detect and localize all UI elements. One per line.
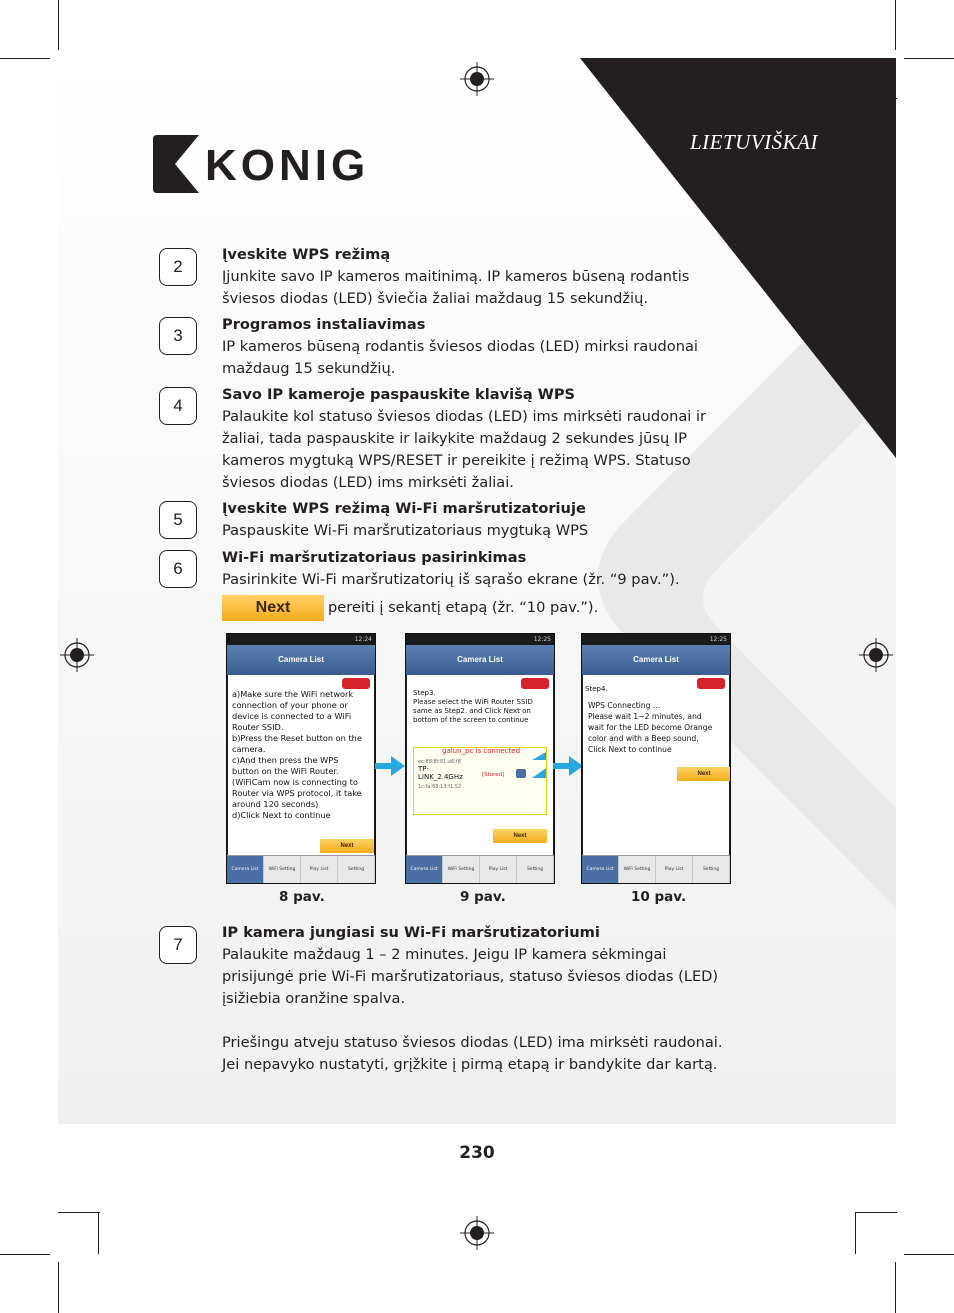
tab-bar xyxy=(227,855,375,883)
figure-caption-8: 8 pav. xyxy=(279,889,325,905)
paragraph-spacer xyxy=(222,1010,742,1032)
help-badge-icon xyxy=(342,678,370,689)
instruction-line: Please select the WiFi Router SSID xyxy=(413,698,533,706)
tab-play-list[interactable]: Play List xyxy=(656,856,693,883)
step-2-body: Įjunkite savo IP kameros maitinimą. IP kameros būseną rodantis šviesos diodas (LED) šviečia žaliai maždaug 15 sekundžių. xyxy=(222,268,690,307)
tab-play-list[interactable]: Play List xyxy=(480,856,517,883)
step-6-body: Pasirinkite Wi-Fi maršrutizatorių iš sąrašo ekrane (žr. “9 pav.”). xyxy=(222,571,680,588)
next-button[interactable]: Next xyxy=(677,767,731,781)
help-badge-icon xyxy=(521,678,549,689)
step-4-heading: Savo IP kameroje paspauskite klavišą WPS xyxy=(222,386,576,403)
page-number: 230 xyxy=(459,1143,495,1163)
step-number-4: 4 xyxy=(159,387,197,425)
screen-content xyxy=(228,675,374,856)
instruction-line: connection of your phone or xyxy=(232,700,348,710)
instruction-line: WPS Connecting ... xyxy=(588,701,661,710)
step-label: Step4. xyxy=(585,685,608,693)
instruction-line: wait for the LED become Orange xyxy=(588,723,713,732)
tab-wifi-setting[interactable]: WiFi Setting xyxy=(264,856,301,883)
screen-title: Camera List xyxy=(406,645,554,675)
phone-screenshot-10 xyxy=(581,633,731,884)
step-number-2: 2 xyxy=(159,248,197,286)
arrow-right-icon xyxy=(553,756,583,776)
step-number-3: 3 xyxy=(159,317,197,355)
step-5-text xyxy=(222,498,742,542)
instruction-line: d)Click Next to continue xyxy=(232,810,331,820)
phone-screenshot-9 xyxy=(405,633,555,884)
tab-play-list[interactable]: Play List xyxy=(301,856,338,883)
screen-title: Camera List xyxy=(227,645,375,675)
instruction-line: Router SSID. xyxy=(232,722,284,732)
instruction-lines xyxy=(232,689,362,821)
step-number-5: 5 xyxy=(159,501,197,539)
instruction-line: camera. xyxy=(232,744,266,754)
instruction-lines xyxy=(588,700,712,755)
step-number-6: 6 xyxy=(159,550,197,588)
instruction-line: a)Make sure the WiFi network xyxy=(232,689,354,699)
registration-mark-left xyxy=(60,638,94,672)
tab-bar xyxy=(406,855,554,883)
stored-badge: [Stored] xyxy=(482,772,505,778)
phone-screenshot-8 xyxy=(226,633,376,884)
status-bar-time: 12:25 xyxy=(582,634,730,645)
screen-content xyxy=(583,675,729,856)
instruction-line: same as Step2. and Click Next on xyxy=(413,707,531,715)
step-4-text xyxy=(222,384,742,494)
tab-wifi-setting[interactable]: WiFi Setting xyxy=(619,856,656,883)
tab-camera-list[interactable]: Camera List xyxy=(582,856,619,883)
router-ssid[interactable]: TP-LINK_2.4GHz xyxy=(418,765,463,781)
step-2-heading: Įveskite WPS režimą xyxy=(222,246,391,263)
tab-camera-list[interactable]: Camera List xyxy=(406,856,443,883)
instruction-line: c)And then press the WPS xyxy=(232,755,339,765)
step-6-after-button: pereiti į sekantį etapą (žr. “10 pav.”). xyxy=(328,599,599,616)
help-badge-icon xyxy=(697,678,725,689)
screen-title: Camera List xyxy=(582,645,730,675)
screen-content xyxy=(407,675,553,856)
instruction-line: color and with a Beep sound, xyxy=(588,734,699,743)
next-button[interactable]: Next xyxy=(493,829,547,843)
connected-status: galun_pc is connected xyxy=(442,747,521,755)
step-7-body: Palaukite maždaug 1 – 2 minutes. Jeigu IP kamera sėkmingai prisijungė prie Wi-Fi maršrutizatoriaus, statuso šviesos diodas (LED) įsižiebia oranžine spalva. xyxy=(222,946,719,1007)
tab-wifi-setting[interactable]: WiFi Setting xyxy=(443,856,480,883)
instruction-line: bottom of the screen to continue xyxy=(413,716,529,724)
signal-strength-icon xyxy=(532,768,546,778)
instruction-line: Router via WPS protocol, it take xyxy=(232,788,362,798)
step-3-heading: Programos instaliavimas xyxy=(222,316,426,333)
konig-logo-mark xyxy=(153,135,199,193)
step-7-text xyxy=(222,922,742,1076)
step-5-body: Paspauskite Wi-Fi maršrutizatoriaus mygtuką WPS xyxy=(222,522,589,539)
step-6-next-line xyxy=(222,595,742,621)
registration-mark-bottom xyxy=(460,1216,494,1250)
wifi-router-list xyxy=(413,747,547,815)
instruction-line: button on the WiFi Router. xyxy=(232,766,339,776)
instruction-line: (WiFiCam now is connecting to xyxy=(232,777,358,787)
arrow-right-icon xyxy=(375,756,405,776)
router-mac-2: 1c:fa:68:13:f1:52 xyxy=(418,784,462,790)
instruction-line: b)Press the Reset button on the xyxy=(232,733,362,743)
instruction-line: device is connected to a WiFi xyxy=(232,711,352,721)
status-bar-time: 12:25 xyxy=(406,634,554,645)
step-6-heading: Wi-Fi maršrutizatoriaus pasirinkimas xyxy=(222,549,527,566)
language-label: LIETUVIŠKAI xyxy=(690,130,818,154)
tab-bar xyxy=(582,855,730,883)
instruction-line: Step3. xyxy=(413,689,436,697)
step-3-text xyxy=(222,314,742,380)
status-bar-time: 12:24 xyxy=(227,634,375,645)
step-7-heading: IP kamera jungiasi su Wi-Fi maršrutizatoriumi xyxy=(222,924,600,941)
registration-mark-right xyxy=(859,638,893,672)
lock-icon xyxy=(516,769,526,778)
tab-camera-list[interactable]: Camera List xyxy=(227,856,264,883)
tab-setting[interactable]: Setting xyxy=(338,856,375,883)
tab-setting[interactable]: Setting xyxy=(517,856,554,883)
step-6-text xyxy=(222,547,742,621)
signal-strength-icon xyxy=(532,752,546,760)
tab-setting[interactable]: Setting xyxy=(693,856,730,883)
step-4-body: Palaukite kol statuso šviesos diodas (LED) ims mirksėti raudonai ir žaliai, tada paspauskite ir laikykite maždaug 2 sekundes jūsų IP kameros mygtuką WPS/RESET ir pereikite į režimą WPS. Statuso šviesos diodas (LED) ims mirksėti žaliai. xyxy=(222,408,707,491)
figure-caption-9: 9 pav. xyxy=(460,889,506,905)
router-mac: ec:88:8f:81:a6:f8 xyxy=(418,759,461,765)
step-number-7: 7 xyxy=(159,926,197,964)
step-5-heading: Įveskite WPS režimą Wi-Fi maršrutizatoriuje xyxy=(222,500,586,517)
figure-caption-10: 10 pav. xyxy=(631,889,687,905)
registration-mark-top xyxy=(460,62,494,96)
next-button[interactable]: Next xyxy=(320,839,374,853)
instruction-line: Please wait 1~2 minutes, and xyxy=(588,712,702,721)
next-button-illustration: Next xyxy=(222,595,324,621)
step-7-body-2: Priešingu atveju statuso šviesos diodas (LED) ima mirksėti raudonai. Jei nepavyko nustatyti, grįžkite į pirmą etapą ir bandykite dar kartą. xyxy=(222,1034,723,1073)
instruction-line: Click Next to continue xyxy=(588,745,672,754)
instruction-line: around 120 seconds) xyxy=(232,799,319,809)
step-2-text xyxy=(222,244,742,310)
brand-wordmark: KONIG xyxy=(205,141,370,190)
step-3-body: IP kameros būseną rodantis šviesos diodas (LED) mirksi raudonai maždaug 15 sekundžių. xyxy=(222,338,698,377)
instruction-lines xyxy=(413,689,533,725)
